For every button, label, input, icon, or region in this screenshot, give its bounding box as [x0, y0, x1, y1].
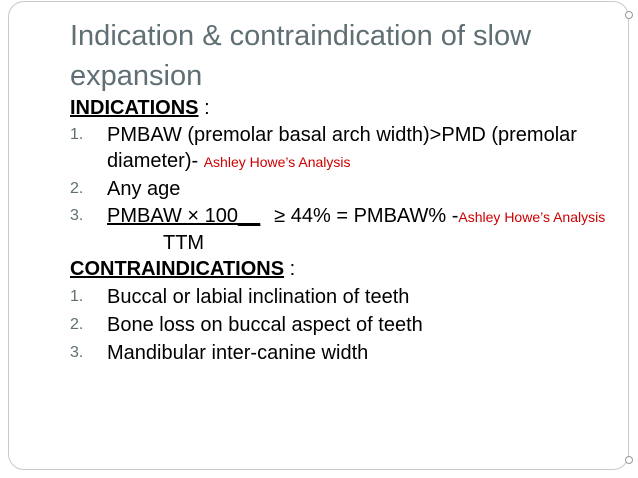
- formula-denominator: TTM: [163, 232, 205, 254]
- list-number: 1.: [70, 126, 84, 143]
- list-number: 2.: [70, 316, 84, 333]
- formula-ratio: ≥ 44% = PMBAW% -: [274, 205, 459, 227]
- contraindication-item-2: [70, 311, 610, 339]
- indication-1-text: PMBAW (premolar basal arch width)>PMD (premolar diameter)-: [107, 124, 577, 172]
- slide-body: [70, 95, 610, 367]
- contraindication-item-3: [70, 339, 610, 367]
- contraindications-heading: [70, 256, 610, 283]
- frame-ring-top-decoration: [625, 11, 633, 19]
- indication-item-2: [70, 175, 610, 203]
- indications-heading-colon: :: [198, 97, 210, 119]
- indication-item-3: [70, 203, 610, 230]
- indications-heading: [70, 95, 610, 122]
- contraindication-1-text: Buccal or labial inclination of teeth: [107, 286, 410, 308]
- list-number: 1.: [70, 288, 84, 305]
- list-number: 2.: [70, 180, 84, 197]
- contraindications-heading-colon: :: [284, 258, 296, 280]
- indication-3-formula: [107, 203, 610, 230]
- frame-ring-bottom-decoration: [625, 456, 633, 464]
- indication-item-1: [70, 122, 610, 175]
- indication-text: [107, 122, 610, 175]
- contraindication-3-text: Mandibular inter-canine width: [107, 342, 369, 364]
- indication-2-text: Any age: [107, 178, 181, 200]
- contraindication-item-1: [70, 283, 610, 311]
- indication-3-reference: Ashley Howe’s Analysis: [458, 209, 606, 225]
- list-number: 3.: [70, 207, 84, 224]
- formula-numerator: PMBAW × 100__: [107, 205, 261, 227]
- indication-1-reference: Ashley Howe’s Analysis: [203, 154, 351, 170]
- contraindication-2-text: Bone loss on buccal aspect of teeth: [107, 314, 423, 336]
- indications-heading-label: INDICATIONS: [70, 97, 199, 119]
- list-number: 3.: [70, 344, 84, 361]
- contraindications-heading-label: CONTRAINDICATIONS: [70, 258, 285, 280]
- slide-title: Indication & contraindication of slow expansion: [70, 20, 532, 92]
